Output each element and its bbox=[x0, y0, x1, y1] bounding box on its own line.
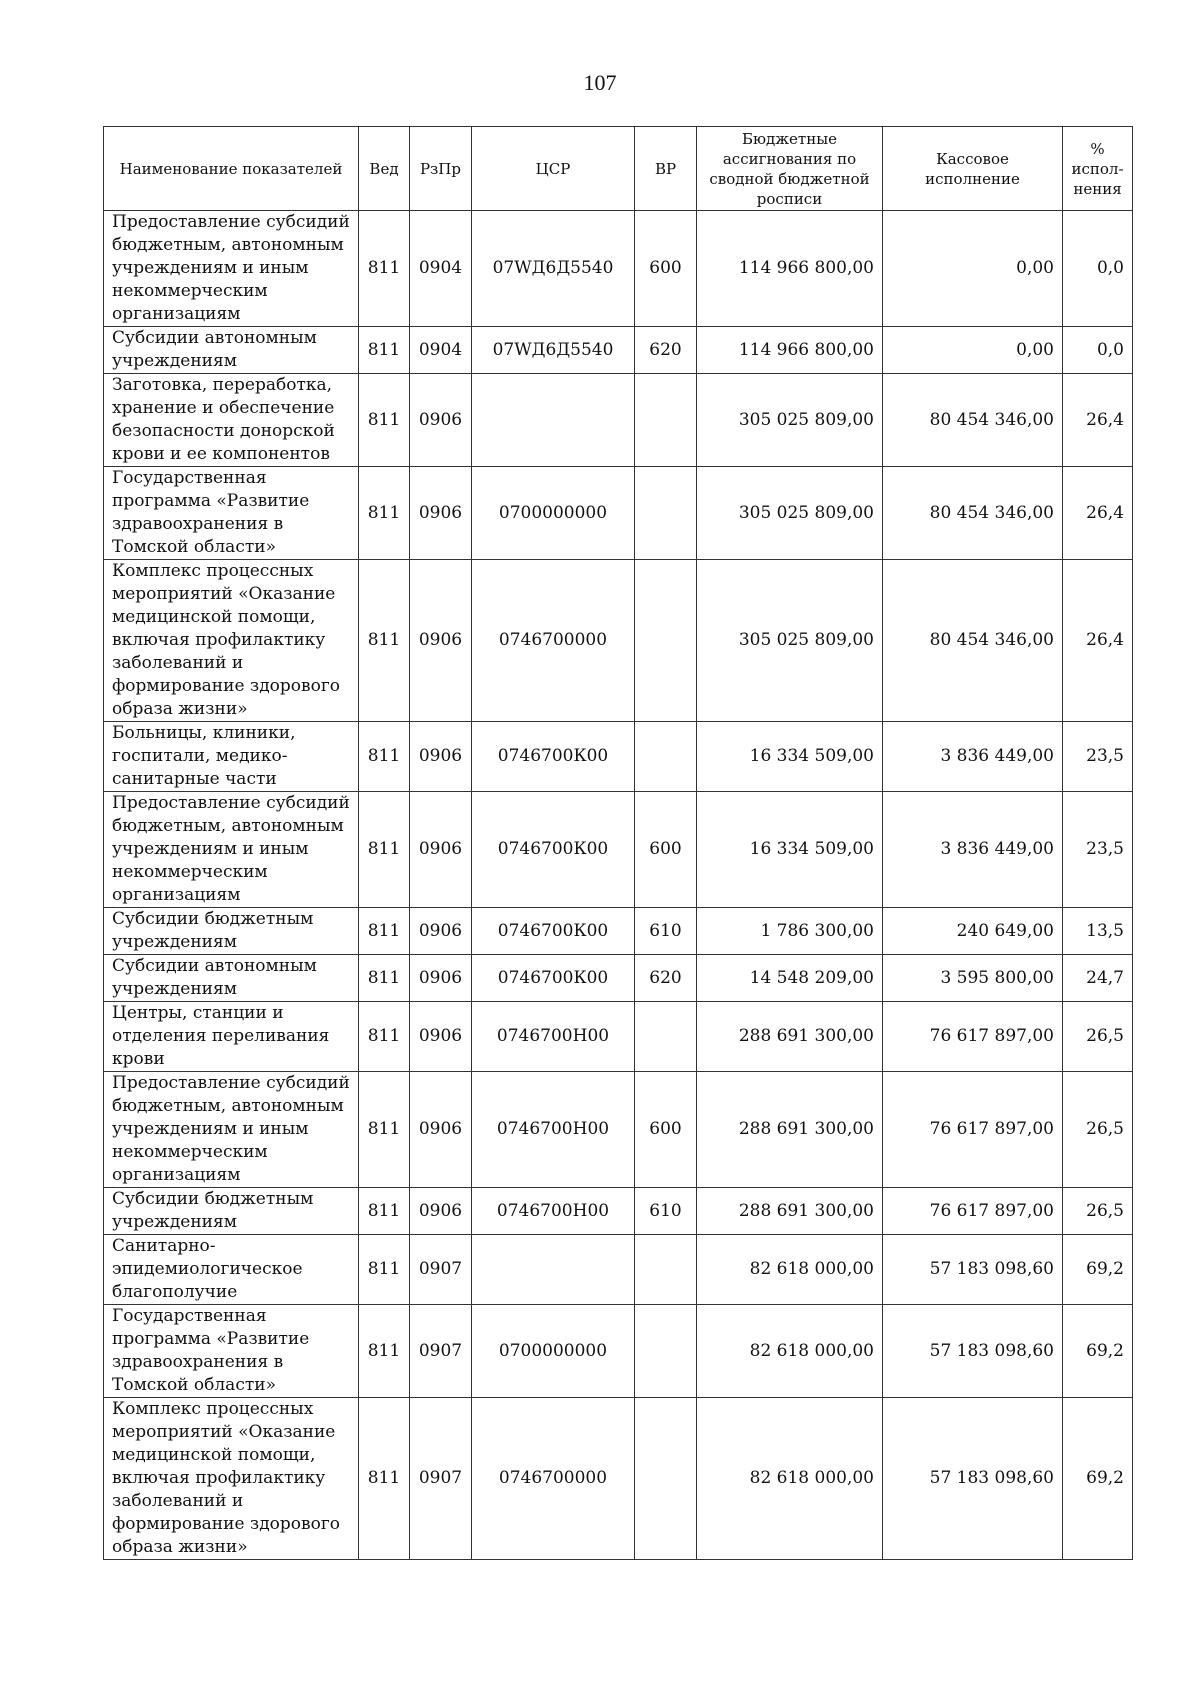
row-csr bbox=[472, 374, 635, 467]
row-budget: 82 618 000,00 bbox=[697, 1235, 883, 1305]
row-ved: 811 bbox=[359, 908, 410, 955]
table-row bbox=[104, 560, 1133, 722]
row-vr: 610 bbox=[635, 908, 697, 955]
row-csr: 0746700Н00 bbox=[472, 1002, 635, 1072]
row-vr bbox=[635, 374, 697, 467]
row-ved: 811 bbox=[359, 1398, 410, 1560]
row-percent: 0,0 bbox=[1063, 327, 1133, 374]
row-cash: 57 183 098,60 bbox=[883, 1305, 1063, 1398]
header-cash: Кассовое исполнение bbox=[883, 127, 1063, 211]
row-budget: 16 334 509,00 bbox=[697, 722, 883, 792]
row-ved: 811 bbox=[359, 467, 410, 560]
row-rzpr: 0906 bbox=[410, 955, 472, 1002]
row-budget: 14 548 209,00 bbox=[697, 955, 883, 1002]
row-ved: 811 bbox=[359, 792, 410, 908]
row-vr bbox=[635, 1305, 697, 1398]
header-rzpr: РзПр bbox=[410, 127, 472, 211]
row-percent: 26,4 bbox=[1063, 560, 1133, 722]
row-budget: 114 966 800,00 bbox=[697, 211, 883, 327]
row-rzpr: 0906 bbox=[410, 722, 472, 792]
row-name: Предоставление субсидий бюджетным, автономным учреждениям и иным некоммерческим организациям bbox=[104, 1072, 359, 1188]
row-rzpr: 0906 bbox=[410, 467, 472, 560]
row-vr: 620 bbox=[635, 955, 697, 1002]
table-row bbox=[104, 211, 1133, 327]
header-csr: ЦСР bbox=[472, 127, 635, 211]
row-rzpr: 0907 bbox=[410, 1305, 472, 1398]
table-row bbox=[104, 722, 1133, 792]
row-cash: 80 454 346,00 bbox=[883, 467, 1063, 560]
row-name: Субсидии автономным учреждениям bbox=[104, 327, 359, 374]
header-ved: Вед bbox=[359, 127, 410, 211]
row-cash: 76 617 897,00 bbox=[883, 1002, 1063, 1072]
row-ved: 811 bbox=[359, 1188, 410, 1235]
row-csr: 07WД6Д5540 bbox=[472, 327, 635, 374]
row-csr: 0746700К00 bbox=[472, 792, 635, 908]
header-name: Наименование показателей bbox=[104, 127, 359, 211]
row-name: Больницы, клиники, госпитали, медико-санитарные части bbox=[104, 722, 359, 792]
row-cash: 80 454 346,00 bbox=[883, 374, 1063, 467]
row-percent: 26,5 bbox=[1063, 1002, 1133, 1072]
row-cash: 76 617 897,00 bbox=[883, 1188, 1063, 1235]
row-cash: 3 836 449,00 bbox=[883, 722, 1063, 792]
table-row bbox=[104, 1235, 1133, 1305]
table-row bbox=[104, 792, 1133, 908]
row-vr bbox=[635, 722, 697, 792]
row-vr: 600 bbox=[635, 211, 697, 327]
row-ved: 811 bbox=[359, 722, 410, 792]
table-row bbox=[104, 1305, 1133, 1398]
row-ved: 811 bbox=[359, 327, 410, 374]
row-ved: 811 bbox=[359, 1072, 410, 1188]
row-rzpr: 0906 bbox=[410, 374, 472, 467]
row-ved: 811 bbox=[359, 560, 410, 722]
table-row bbox=[104, 1072, 1133, 1188]
row-name: Заготовка, переработка, хранение и обеспечение безопасности донорской крови и ее компонентов bbox=[104, 374, 359, 467]
row-budget: 305 025 809,00 bbox=[697, 560, 883, 722]
page-number: 107 bbox=[583, 70, 617, 95]
row-cash: 3 595 800,00 bbox=[883, 955, 1063, 1002]
row-budget: 288 691 300,00 bbox=[697, 1002, 883, 1072]
row-budget: 305 025 809,00 bbox=[697, 374, 883, 467]
row-csr: 0746700Н00 bbox=[472, 1072, 635, 1188]
header-vr: ВР bbox=[635, 127, 697, 211]
row-ved: 811 bbox=[359, 374, 410, 467]
row-percent: 23,5 bbox=[1063, 722, 1133, 792]
row-name: Комплекс процессных мероприятий «Оказание медицинской помощи, включая профилактику заболеваний и формирование здорового образа жизни» bbox=[104, 560, 359, 722]
row-cash: 0,00 bbox=[883, 211, 1063, 327]
row-vr: 620 bbox=[635, 327, 697, 374]
row-budget: 305 025 809,00 bbox=[697, 467, 883, 560]
row-csr: 0746700К00 bbox=[472, 722, 635, 792]
row-name: Предоставление субсидий бюджетным, автономным учреждениям и иным некоммерческим организациям bbox=[104, 792, 359, 908]
row-name: Санитарно-эпидемиологическое благополучие bbox=[104, 1235, 359, 1305]
row-csr: 0746700000 bbox=[472, 1398, 635, 1560]
header-percent: % испол-нения bbox=[1063, 127, 1133, 211]
row-csr: 0746700К00 bbox=[472, 908, 635, 955]
row-budget: 16 334 509,00 bbox=[697, 792, 883, 908]
table-row bbox=[104, 1398, 1133, 1560]
row-budget: 288 691 300,00 bbox=[697, 1072, 883, 1188]
row-csr bbox=[472, 1235, 635, 1305]
table-row bbox=[104, 1002, 1133, 1072]
row-name: Субсидии автономным учреждениям bbox=[104, 955, 359, 1002]
row-cash: 57 183 098,60 bbox=[883, 1235, 1063, 1305]
row-csr: 0700000000 bbox=[472, 1305, 635, 1398]
row-csr: 0746700Н00 bbox=[472, 1188, 635, 1235]
row-cash: 240 649,00 bbox=[883, 908, 1063, 955]
row-rzpr: 0906 bbox=[410, 1072, 472, 1188]
row-vr: 610 bbox=[635, 1188, 697, 1235]
row-rzpr: 0904 bbox=[410, 327, 472, 374]
row-cash: 76 617 897,00 bbox=[883, 1072, 1063, 1188]
row-cash: 80 454 346,00 bbox=[883, 560, 1063, 722]
row-rzpr: 0906 bbox=[410, 560, 472, 722]
row-ved: 811 bbox=[359, 1235, 410, 1305]
row-name: Государственная программа «Развитие здравоохранения в Томской области» bbox=[104, 1305, 359, 1398]
row-budget: 82 618 000,00 bbox=[697, 1398, 883, 1560]
table-row bbox=[104, 1188, 1133, 1235]
row-ved: 811 bbox=[359, 1305, 410, 1398]
row-budget: 288 691 300,00 bbox=[697, 1188, 883, 1235]
header-budget: Бюджетные ассигнования по сводной бюджетной росписи bbox=[697, 127, 883, 211]
row-vr bbox=[635, 1398, 697, 1560]
row-percent: 69,2 bbox=[1063, 1398, 1133, 1560]
row-vr bbox=[635, 1235, 697, 1305]
row-percent: 13,5 bbox=[1063, 908, 1133, 955]
table-row bbox=[104, 374, 1133, 467]
row-rzpr: 0904 bbox=[410, 211, 472, 327]
row-name: Государственная программа «Развитие здравоохранения в Томской области» bbox=[104, 467, 359, 560]
row-budget: 114 966 800,00 bbox=[697, 327, 883, 374]
row-rzpr: 0906 bbox=[410, 792, 472, 908]
row-rzpr: 0906 bbox=[410, 1002, 472, 1072]
row-ved: 811 bbox=[359, 955, 410, 1002]
row-csr: 0746700К00 bbox=[472, 955, 635, 1002]
row-cash: 0,00 bbox=[883, 327, 1063, 374]
row-name: Центры, станции и отделения переливания крови bbox=[104, 1002, 359, 1072]
row-percent: 69,2 bbox=[1063, 1235, 1133, 1305]
row-ved: 811 bbox=[359, 1002, 410, 1072]
row-ved: 811 bbox=[359, 211, 410, 327]
table-row bbox=[104, 955, 1133, 1002]
row-vr bbox=[635, 467, 697, 560]
row-rzpr: 0906 bbox=[410, 908, 472, 955]
row-percent: 26,4 bbox=[1063, 467, 1133, 560]
row-budget: 1 786 300,00 bbox=[697, 908, 883, 955]
row-rzpr: 0907 bbox=[410, 1398, 472, 1560]
row-vr bbox=[635, 1002, 697, 1072]
table-body bbox=[104, 211, 1133, 1560]
row-name: Комплекс процессных мероприятий «Оказание медицинской помощи, включая профилактику заболеваний и формирование здорового образа жизни» bbox=[104, 1398, 359, 1560]
row-percent: 26,4 bbox=[1063, 374, 1133, 467]
table-row bbox=[104, 467, 1133, 560]
row-name: Субсидии бюджетным учреждениям bbox=[104, 908, 359, 955]
row-percent: 26,5 bbox=[1063, 1072, 1133, 1188]
table-header-row bbox=[104, 127, 1133, 211]
row-rzpr: 0907 bbox=[410, 1235, 472, 1305]
row-percent: 26,5 bbox=[1063, 1188, 1133, 1235]
row-csr: 0700000000 bbox=[472, 467, 635, 560]
table-row bbox=[104, 327, 1133, 374]
budget-execution-table bbox=[103, 126, 1133, 1560]
row-csr: 0746700000 bbox=[472, 560, 635, 722]
row-csr: 07WД6Д5540 bbox=[472, 211, 635, 327]
row-vr: 600 bbox=[635, 792, 697, 908]
row-rzpr: 0906 bbox=[410, 1188, 472, 1235]
row-percent: 24,7 bbox=[1063, 955, 1133, 1002]
row-budget: 82 618 000,00 bbox=[697, 1305, 883, 1398]
row-percent: 23,5 bbox=[1063, 792, 1133, 908]
row-name: Предоставление субсидий бюджетным, автономным учреждениям и иным некоммерческим организациям bbox=[104, 211, 359, 327]
row-name: Субсидии бюджетным учреждениям bbox=[104, 1188, 359, 1235]
row-percent: 69,2 bbox=[1063, 1305, 1133, 1398]
row-cash: 3 836 449,00 bbox=[883, 792, 1063, 908]
row-vr: 600 bbox=[635, 1072, 697, 1188]
row-vr bbox=[635, 560, 697, 722]
table-row bbox=[104, 908, 1133, 955]
row-cash: 57 183 098,60 bbox=[883, 1398, 1063, 1560]
row-percent: 0,0 bbox=[1063, 211, 1133, 327]
